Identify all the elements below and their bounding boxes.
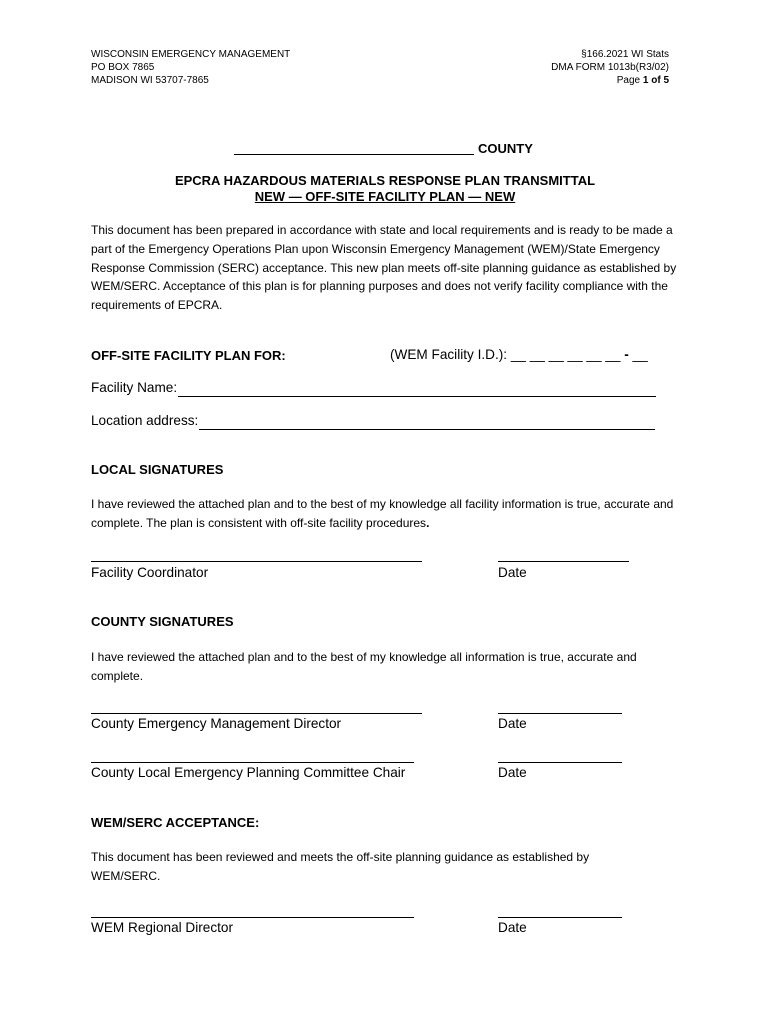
facility-coordinator-date-line[interactable] xyxy=(498,561,629,562)
county-signatures-heading: COUNTY SIGNATURES xyxy=(91,614,234,629)
facility-coordinator-label: Facility Coordinator xyxy=(91,565,209,580)
document-subtitle: NEW — OFF-SITE FACILITY PLAN — NEW xyxy=(254,189,516,204)
wem-facility-id-label: (WEM Facility I.D.): xyxy=(390,347,508,362)
form-number: DMA FORM 1013b(R3/02) xyxy=(551,62,669,73)
lepc-chair-signature-line[interactable] xyxy=(91,762,414,763)
document-title: EPCRA HAZARDOUS MATERIALS RESPONSE PLAN TRANSMITTAL xyxy=(174,173,596,188)
county-em-director-date-line[interactable] xyxy=(498,713,622,714)
facility-coordinator-date-label: Date xyxy=(498,565,527,580)
agency-po-box: PO BOX 7865 xyxy=(91,62,155,73)
wem-facility-id-field[interactable] xyxy=(390,347,648,362)
facility-name-label: Facility Name: xyxy=(91,380,178,395)
wem-regional-director-signature-line[interactable] xyxy=(91,917,414,918)
agency-address-block xyxy=(91,48,290,87)
county-em-director-signature-line[interactable] xyxy=(91,713,422,714)
lepc-chair-label: County Local Emergency Planning Committee Chair xyxy=(91,765,406,780)
county-name-blank[interactable] xyxy=(234,154,474,155)
wem-regional-director-date-label: Date xyxy=(498,920,527,935)
facility-name-field[interactable] xyxy=(178,396,656,397)
local-signatures-statement: I have reviewed the attached plan and to the best of my knowledge all facility information is true, accurate and complete. The plan is consistent with off-site facility procedures. xyxy=(91,497,674,530)
wem-regional-director-label: WEM Regional Director xyxy=(91,920,234,935)
county-em-director-label: County Emergency Management Director xyxy=(91,716,342,731)
form-id-block xyxy=(551,48,669,87)
lepc-chair-date-line[interactable] xyxy=(498,762,622,763)
county-em-director-date-label: Date xyxy=(498,716,527,731)
wem-regional-director-date-line[interactable] xyxy=(498,917,622,918)
location-address-field[interactable] xyxy=(199,429,655,430)
page-number: Page 1 of 5 xyxy=(616,75,669,86)
wem-facility-id-blanks: __ __ __ __ __ __ xyxy=(510,347,621,362)
agency-name: WISCONSIN EMERGENCY MANAGEMENT xyxy=(91,49,291,60)
wem-serc-acceptance-heading: WEM/SERC ACCEPTANCE: xyxy=(91,815,260,830)
statute-reference: §166.2021 WI Stats xyxy=(581,49,669,60)
wem-serc-statement: This document has been reviewed and meets the off-site planning guidance as established by WEM/SERC. xyxy=(91,850,590,883)
intro-paragraph: This document has been prepared in accordance with state and local requirements and is ready to be made a part of the Emergency Operations Plan upon Wisconsin Emergency Management (WEM)/State Emergency Response Commission (SERC) acceptance. This new plan meets off-site planning guidance as established by WEM/SERC. Acceptance of this plan is for planning purposes and does not verify facility compliance with the requirements of EPCRA. xyxy=(91,223,677,313)
wem-facility-id-suffix: __ xyxy=(632,347,648,362)
facility-coordinator-signature-line[interactable] xyxy=(91,561,422,562)
county-title: COUNTY xyxy=(478,141,533,156)
agency-city-zip: MADISON WI 53707-7865 xyxy=(91,75,209,86)
location-address-label: Location address: xyxy=(91,413,199,428)
wem-facility-id-dash: - xyxy=(624,347,629,362)
plan-for-label: OFF-SITE FACILITY PLAN FOR: xyxy=(91,348,286,363)
lepc-chair-date-label: Date xyxy=(498,765,527,780)
county-signatures-statement: I have reviewed the attached plan and to the best of my knowledge all information is true, accurate and complete. xyxy=(91,650,637,683)
local-signatures-heading: LOCAL SIGNATURES xyxy=(91,462,224,477)
